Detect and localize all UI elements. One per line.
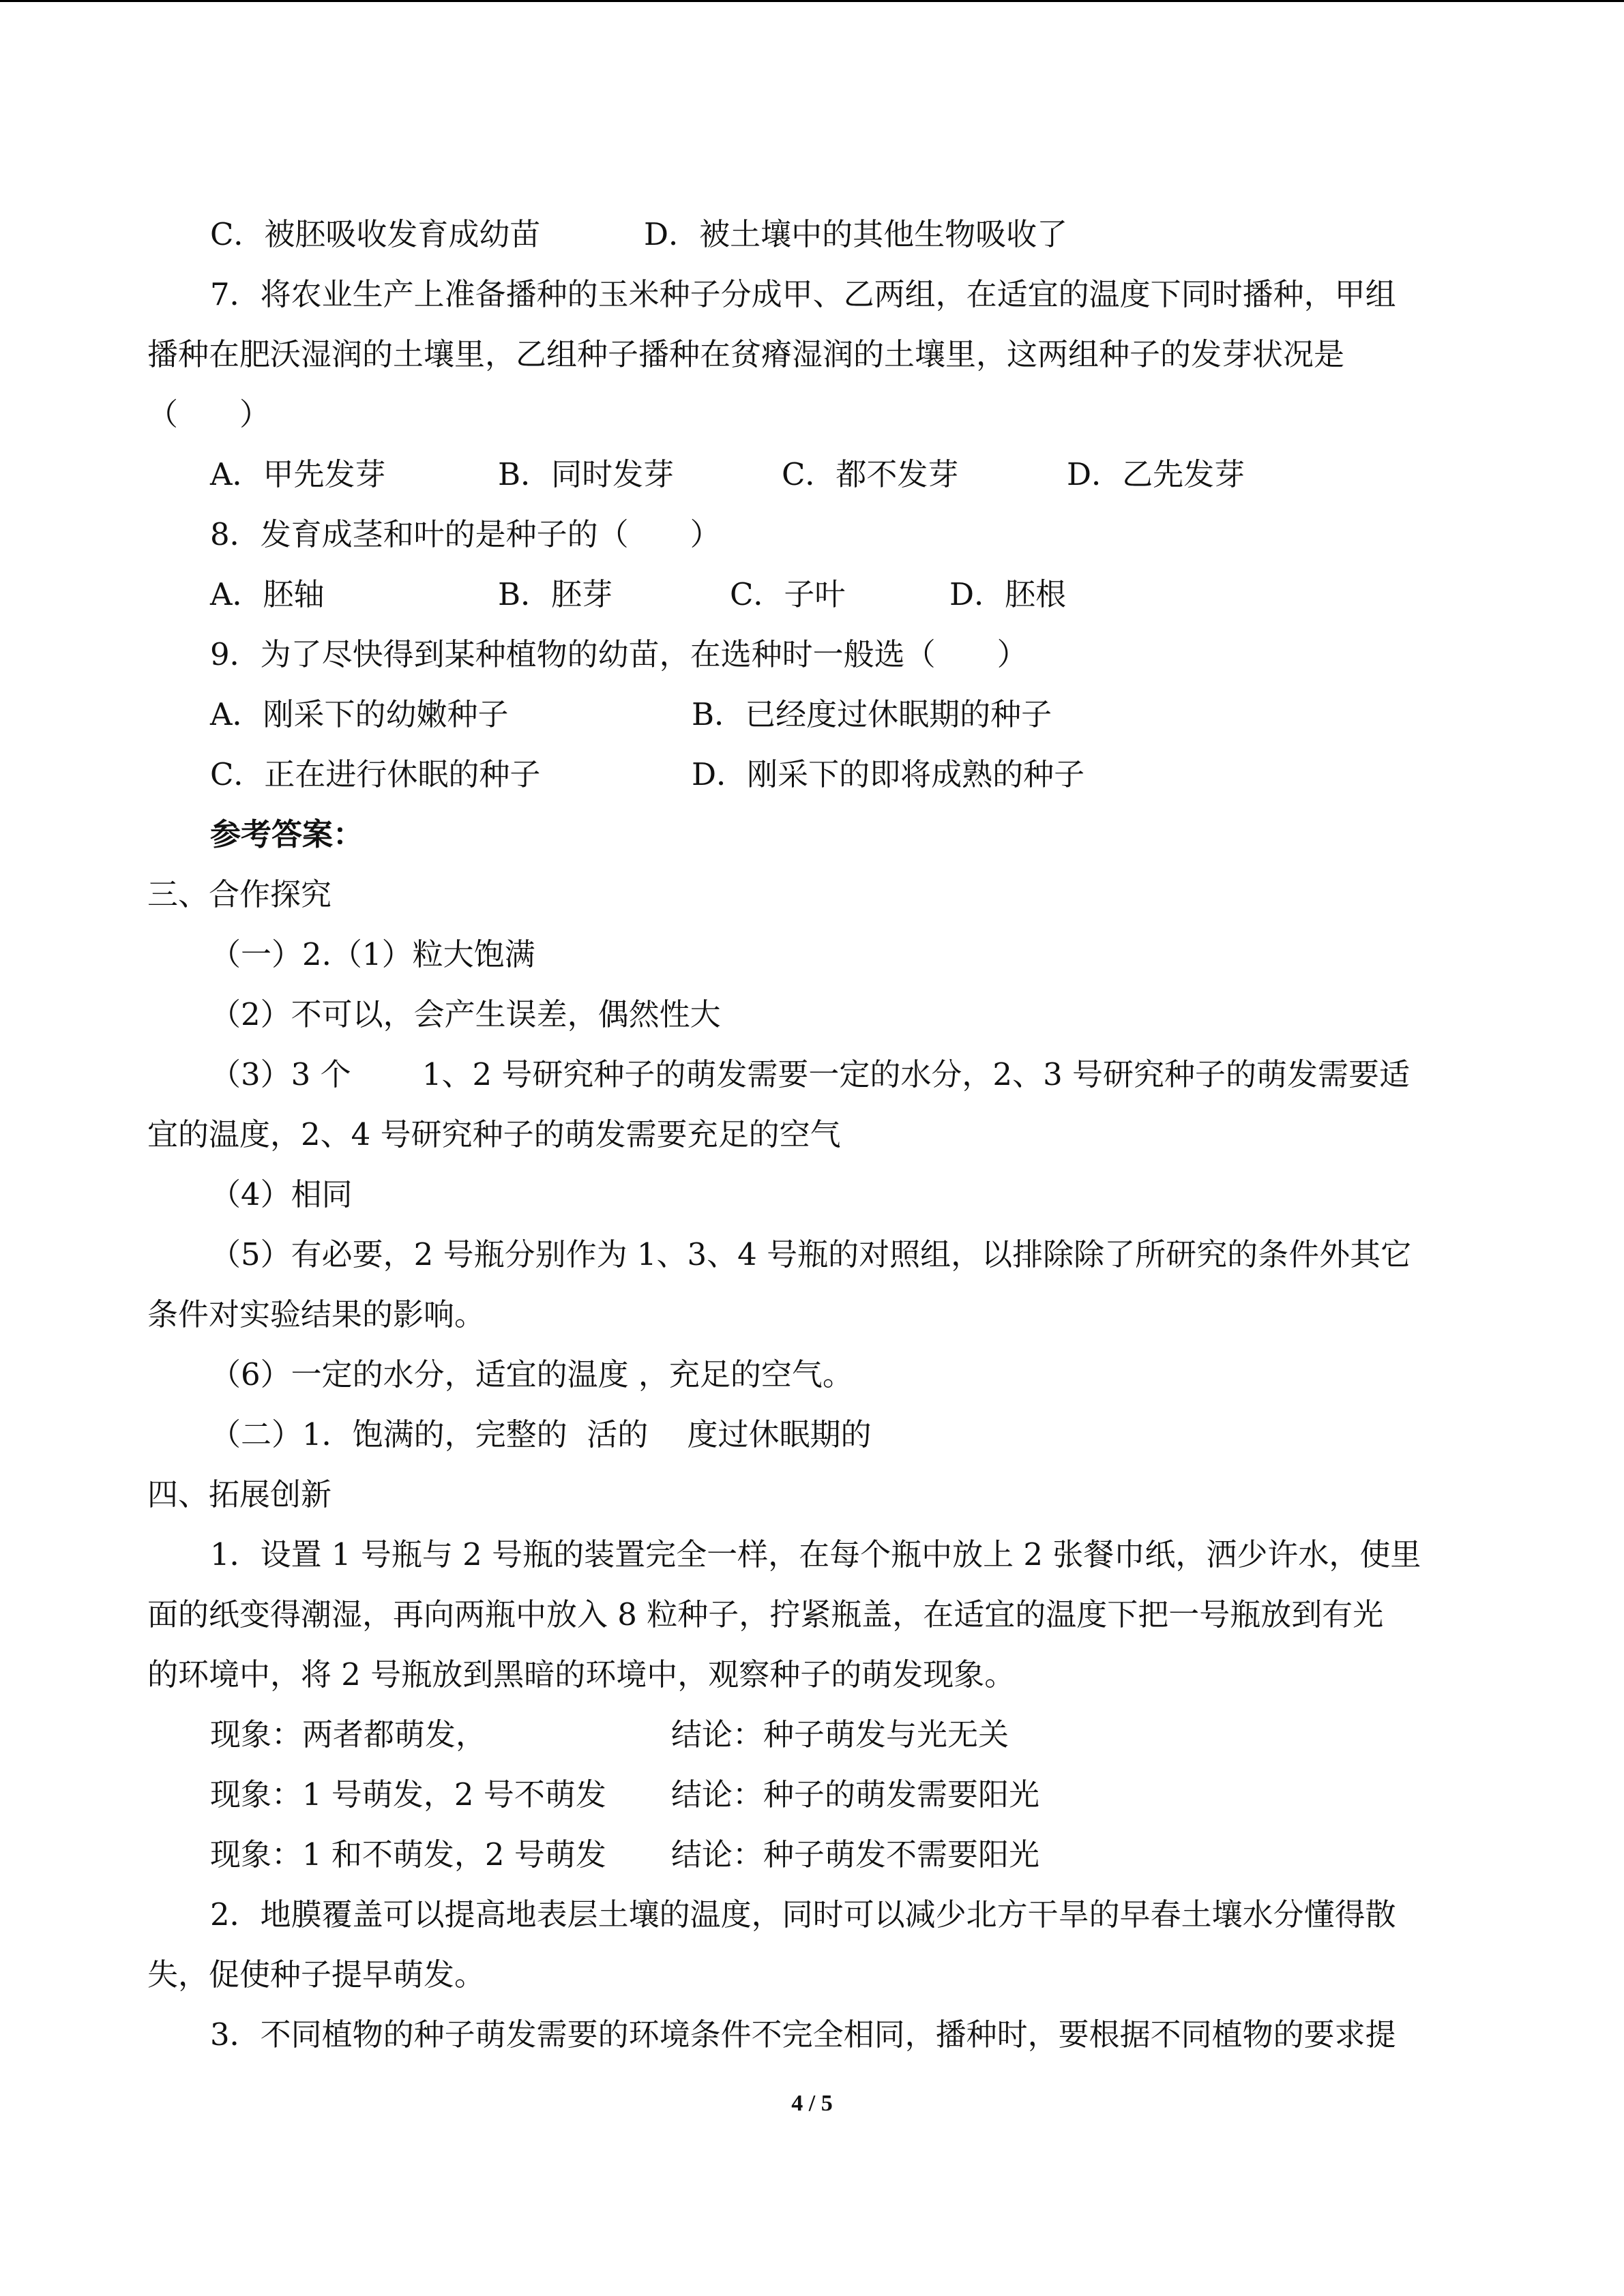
q8-option-c: C．子叶	[730, 576, 846, 612]
q7-option-a: A．甲先发芽	[210, 456, 386, 492]
result-1-phenomenon: 现象：两者都萌发，	[210, 1716, 487, 1753]
q7-stem-line-1: 7．将农业生产上准备播种的玉米种子分成甲、乙两组，在适宜的温度下同时播种，甲组	[210, 276, 1396, 312]
extension-2-line-2: 失，促使种子提早萌发。	[147, 1956, 486, 1993]
q9-option-a: A．刚采下的幼嫩种子	[210, 696, 509, 732]
result-1-conclusion: 结论：种子萌发与光无关	[671, 1716, 1009, 1753]
answer-7: （二）1．饱满的，完整的 活的 度过休眠期的	[210, 1416, 872, 1452]
q9-option-d: D．刚采下的即将成熟的种子	[692, 756, 1085, 792]
section-four-heading: 四、拓展创新	[147, 1476, 332, 1512]
extension-3-line-1: 3．不同植物的种子萌发需要的环境条件不完全相同，播种时，要根据不同植物的要求提	[210, 2016, 1396, 2053]
result-3-conclusion: 结论：种子萌发不需要阳光	[671, 1836, 1040, 1873]
result-2-conclusion: 结论：种子的萌发需要阳光	[671, 1776, 1040, 1813]
q9-option-c: C．正在进行休眠的种子	[210, 756, 541, 792]
q8-option-a: A．胚轴	[210, 576, 325, 612]
answers-heading: 参考答案：	[210, 816, 364, 852]
q6-options-cd	[147, 205, 1484, 265]
result-row-1	[147, 1705, 1484, 1765]
section-three-heading: 三、合作探究	[147, 876, 332, 912]
answer-5-line-2: 条件对实验结果的影响。	[147, 1296, 486, 1332]
q7-option-d: D．乙先发芽	[1067, 456, 1245, 492]
answer-2: （2）不可以，会产生误差，偶然性大	[210, 996, 721, 1032]
q8-option-b: B．胚芽	[498, 576, 613, 612]
extension-1-line-2: 面的纸变得潮湿，再向两瓶中放入 8 粒种子，拧紧瓶盖，在适宜的温度下把一号瓶放到有光	[147, 1596, 1384, 1632]
answer-6: （6）一定的水分，适宜的温度 ，充足的空气。	[210, 1356, 853, 1392]
q7-answer-blank: （ ）	[147, 396, 271, 432]
q9-option-b: B．已经度过休眠期的种子	[692, 696, 1052, 732]
q7-option-c: C．都不发芽	[782, 456, 959, 492]
extension-1-line-1: 1．设置 1 号瓶与 2 号瓶的装置完全一样，在每个瓶中放上 2 张餐巾纸，洒少许水，使里	[210, 1536, 1421, 1572]
q8-options	[147, 565, 1484, 625]
answer-3-line-1: （3）3 个 1、2 号研究种子的萌发需要一定的水分，2、3 号研究种子的萌发需要适	[210, 1056, 1411, 1092]
q9-stem: 9．为了尽快得到某种植物的幼苗，在选种时一般选（ ）	[210, 636, 1028, 672]
result-row-2	[147, 1765, 1484, 1825]
answer-1: （一）2.（1）粒大饱满	[210, 936, 535, 972]
top-border-line	[0, 0, 1624, 2]
answer-5-line-1: （5）有必要，2 号瓶分别作为 1、3、4 号瓶的对照组，以排除除了所研究的条件外其它	[210, 1236, 1412, 1272]
result-3-phenomenon: 现象：1 和不萌发，2 号萌发	[210, 1836, 606, 1873]
q8-stem: 8．发育成茎和叶的是种子的（ ）	[210, 516, 721, 552]
answer-3-line-2: 宜的温度，2、4 号研究种子的萌发需要充足的空气	[147, 1116, 841, 1152]
q8-option-d: D．胚根	[949, 576, 1067, 612]
q9-options-ab	[147, 685, 1484, 745]
page-number: 4 / 5	[791, 2091, 833, 2116]
q7-option-b: B．同时发芽	[498, 456, 675, 492]
q6-option-d: D．被土壤中的其他生物吸收了	[644, 216, 1068, 252]
result-row-3	[147, 1825, 1484, 1885]
answer-4: （4）相同	[210, 1176, 353, 1212]
result-2-phenomenon: 现象：1 号萌发，2 号不萌发	[210, 1776, 606, 1813]
extension-1-line-3: 的环境中，将 2 号瓶放到黑暗的环境中，观察种子的萌发现象。	[147, 1656, 1016, 1693]
q7-stem-line-2: 播种在肥沃湿润的土壤里，乙组种子播种在贫瘠湿润的土壤里，这两组种子的发芽状况是	[147, 336, 1345, 372]
q6-option-c: C．被胚吸收发育成幼苗	[210, 216, 541, 252]
extension-2-line-1: 2．地膜覆盖可以提高地表层土壤的温度，同时可以减少北方干旱的早春土壤水分懂得散	[210, 1896, 1396, 1933]
q9-options-cd	[147, 745, 1484, 805]
q7-options	[147, 445, 1484, 505]
document-body	[147, 205, 1484, 2065]
